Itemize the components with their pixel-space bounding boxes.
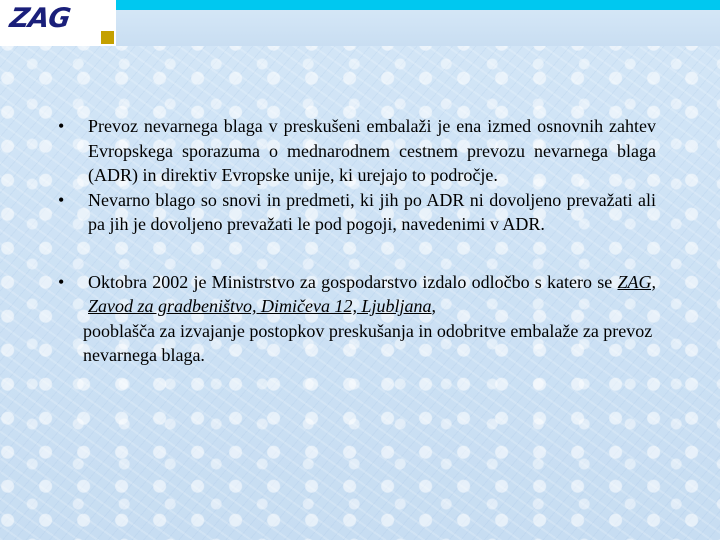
zag-link[interactable]: ZAG, Zavod za gradbeništvo, Dimičeva 12, Ljubljana — [88, 271, 656, 316]
bullet-text: Nevarno blago so snovi in predmeti, ki jih po ADR ni dovoljeno prevažati ali pa jih je dovoljeno prevažati le pod pogoji, navedenimi v ADR. — [88, 189, 656, 234]
bullet-item — [58, 188, 656, 237]
bullet-icon: • — [58, 189, 65, 210]
logo-text: ZAG — [7, 3, 72, 34]
continuation-text: pooblašča za izvajanje postopkov preskušanja in odobritve embalaže za prevoz nevarnega blaga. — [83, 320, 653, 365]
slide-content — [58, 114, 656, 368]
top-accent-bar — [116, 0, 720, 10]
logo-square-icon — [101, 31, 114, 44]
bullet-item — [58, 114, 656, 188]
bullet-icon: • — [58, 271, 65, 292]
bullet-icon: • — [58, 116, 65, 136]
bullet-text: Oktobra 2002 je Ministrstvo za gospodarstvo izdalo odločbo s katero se — [88, 271, 618, 292]
logo — [0, 0, 116, 46]
bullet-text: Prevoz nevarnega blaga v preskušeni embalaži je ena izmed osnovnih zahtev Evropskega sporazuma o mednarodnem cestnem prevozu nevarnega blaga (ADR) in direktiv Evropske unije, ki urejajo to področje. — [88, 116, 656, 185]
bullet-item — [58, 270, 656, 319]
bullet-text-end: , — [431, 296, 436, 316]
